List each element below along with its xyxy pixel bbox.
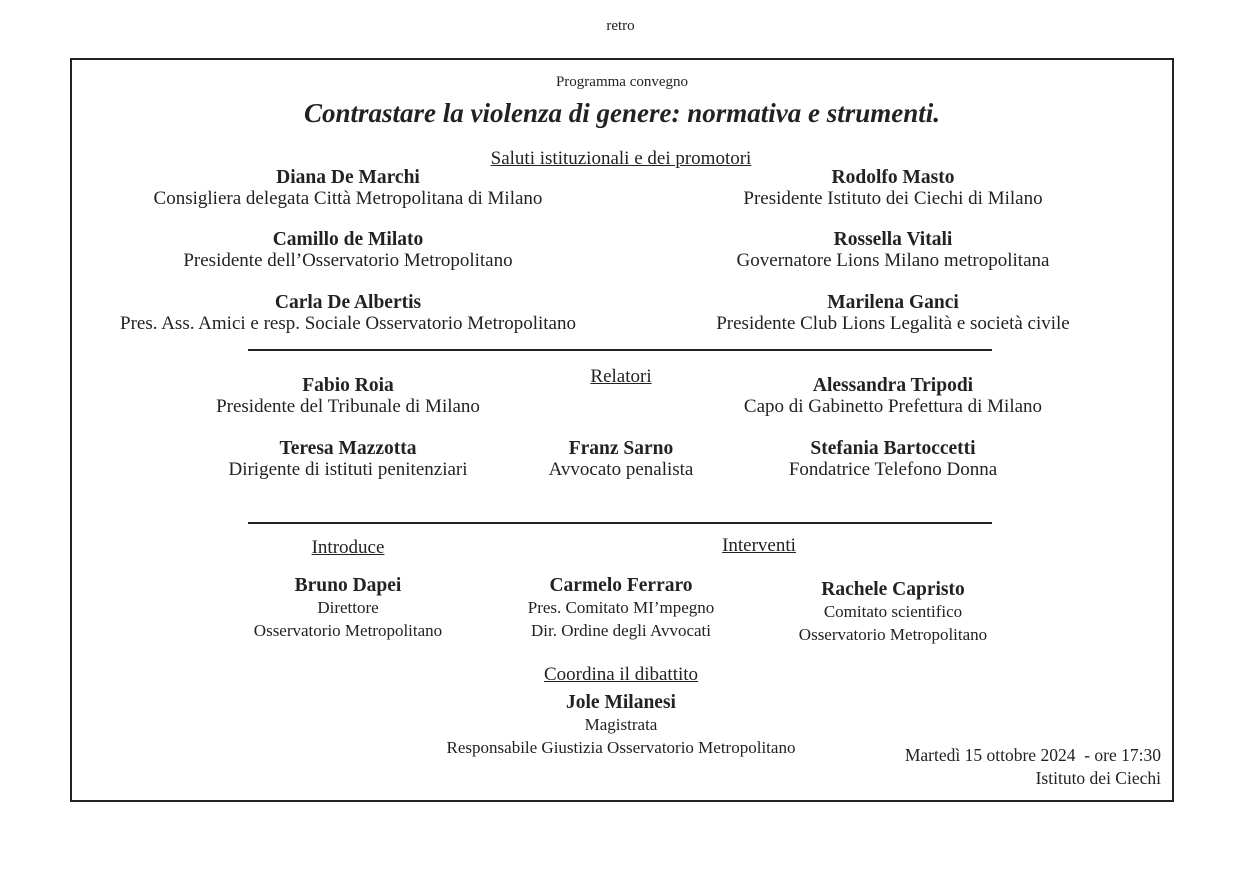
person-name: Carla De Albertis: [274, 292, 422, 313]
person-role: Responsabile Giustizia Osservatorio Metropolitano: [446, 738, 796, 757]
interventi-person: [743, 579, 1043, 646]
event-info: [905, 744, 1161, 790]
person-role: Osservatorio Metropolitano: [253, 621, 443, 640]
person-role: Capo di Gabinetto Prefettura di Milano: [743, 396, 1043, 417]
section-divider: [248, 522, 992, 524]
relatori-person: [148, 438, 548, 480]
relatori-heading: Relatori: [590, 366, 652, 387]
person-name: Rachele Capristo: [821, 579, 965, 600]
person-name: Rossella Vitali: [833, 229, 953, 250]
person-name: Alessandra Tripodi: [812, 375, 974, 396]
person-role: Pres. Comitato MI’mpegno: [527, 598, 715, 617]
relatori-person: [148, 375, 548, 417]
saluti-person: [98, 229, 598, 271]
person-name: Fabio Roia: [302, 375, 394, 396]
page-label: retro: [606, 18, 635, 34]
introduce-heading: Introduce: [311, 537, 385, 558]
relatori-person: [743, 438, 1043, 480]
person-name: Stefania Bartoccetti: [810, 438, 976, 459]
person-name: Bruno Dapei: [294, 575, 402, 596]
person-role: Governatore Lions Milano metropolitana: [736, 250, 1050, 271]
saluti-person: [693, 292, 1093, 334]
relatori-person: [693, 375, 1093, 417]
coordina-person: [371, 692, 871, 759]
person-name: Diana De Marchi: [276, 167, 420, 188]
saluti-heading: Saluti istituzionali e dei promotori: [490, 148, 752, 169]
saluti-person: [98, 292, 598, 334]
person-name: Teresa Mazzotta: [279, 438, 417, 459]
program-subtitle: Programma convegno: [555, 74, 689, 90]
person-role: Fondatrice Telefono Donna: [788, 459, 998, 480]
person-role: Direttore: [317, 598, 379, 617]
person-name: Rodolfo Masto: [831, 167, 955, 188]
person-role: Dir. Ordine degli Avvocati: [530, 621, 712, 640]
person-role: Avvocato penalista: [548, 459, 694, 480]
coordina-heading: Coordina il dibattito: [543, 664, 699, 685]
person-role: Consigliera delegata Città Metropolitana di Milano: [153, 188, 543, 209]
person-name: Marilena Ganci: [827, 292, 959, 313]
person-role: Osservatorio Metropolitano: [798, 625, 988, 644]
saluti-person: [693, 167, 1093, 209]
interventi-heading: Interventi: [722, 535, 796, 556]
person-name: Camillo de Milato: [272, 229, 424, 250]
person-name: Carmelo Ferraro: [549, 575, 693, 596]
person-role: Comitato scientifico: [823, 602, 963, 621]
person-name: Franz Sarno: [568, 438, 674, 459]
program-title: Contrastare la violenza di genere: normativa e strumenti.: [303, 98, 941, 128]
relatori-person: [496, 438, 746, 480]
person-role: Pres. Ass. Amici e resp. Sociale Osservatorio Metropolitano: [120, 313, 576, 334]
person-role: Presidente Club Lions Legalità e società civile: [716, 313, 1070, 334]
person-name: Jole Milanesi: [566, 692, 676, 713]
person-role: Presidente dell’Osservatorio Metropolitano: [183, 250, 513, 271]
section-divider: [248, 349, 992, 351]
person-role: Presidente Istituto dei Ciechi di Milano: [743, 188, 1043, 209]
introduce-person: [198, 575, 498, 642]
event-venue: Istituto dei Ciechi: [1035, 768, 1161, 788]
saluti-person: [693, 229, 1093, 271]
person-role: Magistrata: [584, 715, 658, 734]
person-role: Dirigente di istituti penitenziari: [228, 459, 468, 480]
saluti-person: [98, 167, 598, 209]
person-role: Presidente del Tribunale di Milano: [216, 396, 480, 417]
interventi-person: [471, 575, 771, 642]
event-date: Martedì 15 ottobre 2024 - ore 17:30: [904, 745, 1161, 765]
